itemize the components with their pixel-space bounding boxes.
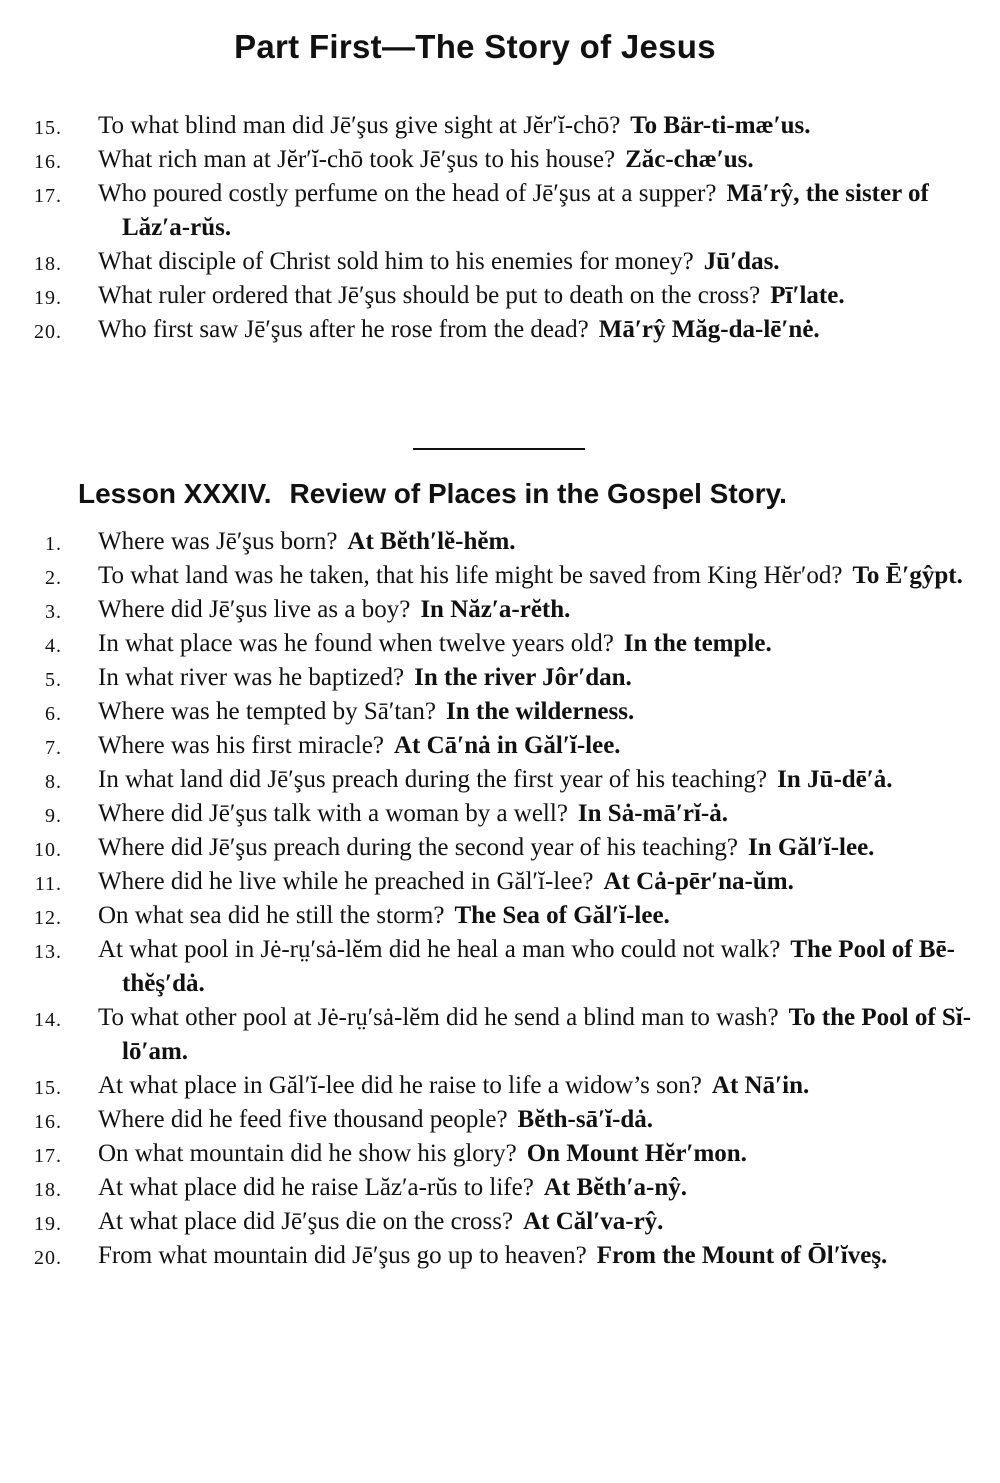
question-item [0, 1205, 1000, 1239]
question-number: 17. [34, 1145, 62, 1167]
answer-text: Bĕth-sā′ĭ-dȧ. [517, 1106, 654, 1133]
question-text: On what mountain did he show his glory? [98, 1140, 517, 1167]
section-divider [413, 448, 585, 450]
question-text: What ruler ordered that Jē′şus should be put to death on the cross? [98, 282, 761, 309]
page-title: Part First—The Story of Jesus [234, 28, 716, 65]
question-text: Where did Jē′şus talk with a woman by a well? [98, 800, 568, 827]
question-text: On what sea did he still the storm? [98, 902, 445, 929]
question-item [0, 177, 1000, 245]
question-item [0, 279, 1000, 313]
answer-text: In Năz′a-rĕth. [420, 596, 571, 623]
question-text: In what land did Jē′şus preach during the first year of his teaching? [98, 766, 768, 793]
lesson-question-list [0, 525, 1000, 1273]
answer-text: At Bĕth′a-nŷ. [543, 1174, 687, 1201]
question-text: What rich man at Jĕr′ĭ-chō took Jē′şus to his house? [98, 146, 616, 173]
question-item [0, 1103, 1000, 1137]
answer-text: In Găl′ĭ-lee. [747, 834, 875, 861]
answer-text: In the wilderness. [445, 698, 635, 725]
question-text: Where did Jē′şus preach during the second year of his teaching? [98, 834, 738, 861]
question-text: To what other pool at Jė-rṳ′sȧ-lĕm did he send a blind man to wash? [98, 1004, 779, 1031]
question-number: 14. [34, 1009, 62, 1031]
question-item [0, 627, 1000, 661]
question-text: At what pool in Jė-rṳ′sȧ-lĕm did he heal a man who could not walk? [98, 936, 781, 963]
question-number: 17. [34, 185, 62, 207]
question-item [0, 1239, 1000, 1273]
question-item [0, 661, 1000, 695]
answer-text: In the temple. [623, 630, 772, 657]
question-item [0, 865, 1000, 899]
question-item [0, 797, 1000, 831]
question-item [0, 1171, 1000, 1205]
question-text: What disciple of Christ sold him to his enemies for money? [98, 248, 694, 275]
answer-text: To the Pool of Sĭ-lō′am. [122, 1004, 972, 1065]
question-item [0, 933, 1000, 1001]
question-text: Where did he feed five thousand people? [98, 1106, 508, 1133]
question-item [0, 593, 1000, 627]
question-item [0, 559, 1000, 593]
question-number: 7. [45, 737, 62, 759]
answer-text: At Căl′va-rŷ. [523, 1208, 664, 1235]
question-text: From what mountain did Jē′şus go up to heaven? [98, 1242, 587, 1269]
question-text: In what place was he found when twelve years old? [98, 630, 614, 657]
question-number: 5. [45, 669, 62, 691]
question-text: To what blind man did Jē′şus give sight at Jĕr′ĭ-chō? [98, 112, 621, 139]
answer-text: From the Mount of Ōl′ĭveş. [596, 1242, 888, 1269]
question-text: Where did he live while he preached in Găl′ĭ-lee? [98, 868, 594, 895]
question-number: 10. [34, 839, 62, 861]
question-number: 15. [34, 117, 62, 139]
answer-text: The Sea of Găl′ĭ-lee. [454, 902, 670, 929]
answer-text: In Sȧ-mā′rĭ-ȧ. [577, 800, 729, 827]
answer-text: To Bär-ti-mæ′us. [630, 112, 811, 139]
question-text: At what place did Jē′şus die on the cross? [98, 1208, 514, 1235]
answer-text: Zăc-chæ′us. [625, 146, 754, 173]
question-text: Who poured costly perfume on the head of Jē′şus at a supper? [98, 180, 717, 207]
question-number: 4. [45, 635, 62, 657]
part-question-list [0, 109, 1000, 347]
question-text: Where was his first miracle? [98, 732, 384, 759]
question-item [0, 831, 1000, 865]
question-number: 16. [34, 1111, 62, 1133]
question-item [0, 899, 1000, 933]
question-number: 13. [34, 941, 62, 963]
answer-text: Mā′rŷ Măg-da-lē′nė. [598, 316, 820, 343]
answer-text: Jū′das. [703, 248, 780, 275]
question-text: Who first saw Jē′şus after he rose from the dead? [98, 316, 589, 343]
question-text: Where was Jē′şus born? [98, 528, 338, 555]
question-number: 15. [34, 1077, 62, 1099]
question-text: Where did Jē′şus live as a boy? [98, 596, 411, 623]
question-number: 18. [34, 1179, 62, 1201]
question-item [0, 245, 1000, 279]
question-item [0, 1001, 1000, 1069]
answer-text: In Jū-dē′ȧ. [777, 766, 893, 793]
answer-text: Mā′rŷ, the sister of Lăz′a-rŭs. [122, 180, 929, 241]
question-number: 20. [34, 1247, 62, 1269]
question-number: 6. [45, 703, 62, 725]
question-number: 1. [45, 533, 62, 555]
question-item [0, 1137, 1000, 1171]
question-number: 19. [34, 287, 62, 309]
answer-text: At Cȧ-pēr′na-ŭm. [603, 868, 794, 895]
question-number: 11. [34, 873, 62, 895]
question-number: 3. [45, 601, 62, 623]
question-item [0, 763, 1000, 797]
lesson-heading [78, 478, 958, 510]
question-text: In what river was he baptized? [98, 664, 405, 691]
question-item [0, 109, 1000, 143]
question-item [0, 1069, 1000, 1103]
answer-text: At Nā′in. [711, 1072, 810, 1099]
question-number: 9. [45, 805, 62, 827]
answer-text: At Bĕth′lĕ-hĕm. [347, 528, 516, 555]
question-number: 20. [34, 321, 62, 343]
question-number: 12. [34, 907, 62, 929]
question-text: Where was he tempted by Sā′tan? [98, 698, 436, 725]
question-item [0, 525, 1000, 559]
answer-text: In the river Jôr′dan. [414, 664, 632, 691]
answer-text: The Pool of Bē-thĕş′dȧ. [122, 936, 955, 997]
answer-text: On Mount Hĕr′mon. [526, 1140, 747, 1167]
question-text: To what land was he taken, that his life might be saved from King Hĕr′od? [98, 562, 843, 589]
question-number: 18. [34, 253, 62, 275]
question-text: At what place did he raise Lăz′a-rŭs to life? [98, 1174, 534, 1201]
question-text: At what place in Găl′ĭ-lee did he raise to life a widow’s son? [98, 1072, 702, 1099]
lesson-title: Review of Places in the Gospel Story. [289, 478, 787, 509]
question-number: 2. [45, 567, 62, 589]
question-item [0, 729, 1000, 763]
question-number: 16. [34, 151, 62, 173]
question-item [0, 313, 1000, 347]
question-number: 19. [34, 1213, 62, 1235]
lesson-number: Lesson XXXIV. [78, 478, 272, 509]
answer-text: To Ē′gŷpt. [852, 562, 963, 589]
question-item [0, 695, 1000, 729]
question-item [0, 143, 1000, 177]
question-number: 8. [45, 771, 62, 793]
answer-text: Pī′late. [770, 282, 845, 309]
answer-text: At Cā′nȧ in Găl′ĭ-lee. [394, 732, 621, 759]
